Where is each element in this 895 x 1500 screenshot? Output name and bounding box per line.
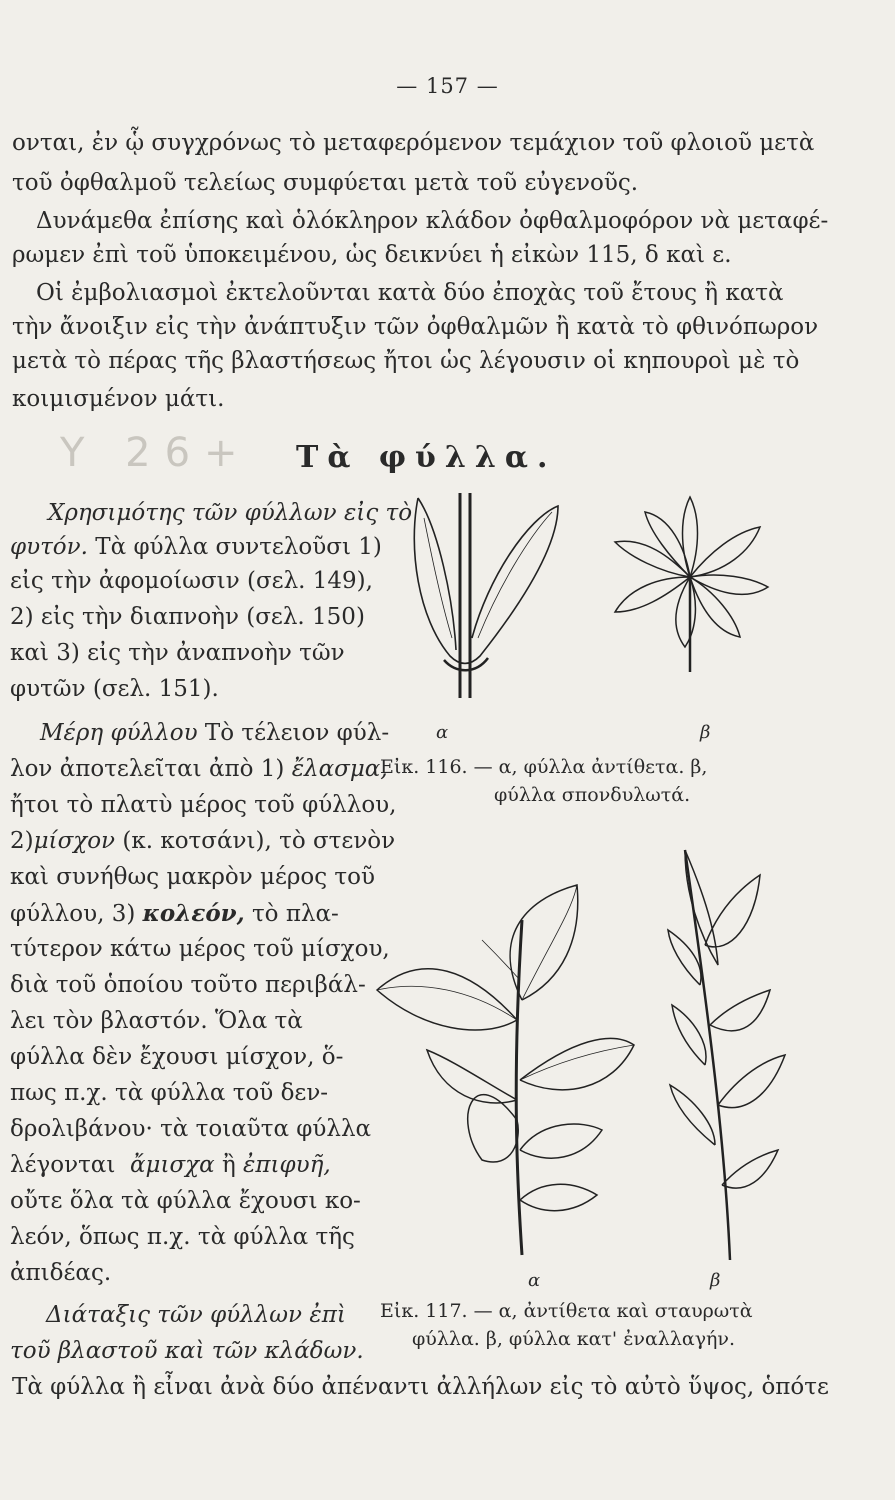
parts-line-8: διὰ τοῦ ὁποίου τοῦτο περιβάλ- xyxy=(10,972,366,998)
usefulness-text: Τὰ φύλλα συντελοῦσι 1) xyxy=(95,534,382,560)
parts-line-4 xyxy=(10,824,395,860)
parts-line-11: πως π.χ. τὰ φύλλα τοῦ δεν- xyxy=(10,1080,329,1106)
section-title: Τὰ φύλλα. xyxy=(296,440,557,475)
figure-117-label-a: α xyxy=(528,1270,541,1291)
parts-line-2 xyxy=(10,752,388,788)
figure-117a-decussate-leaves xyxy=(372,880,642,1260)
parts-line-7: τύτερον κάτω μέρος τοῦ μίσχου, xyxy=(10,936,390,962)
parts-line-1 xyxy=(40,716,389,752)
figure-117-caption-2: φύλλα. β, φύλλα κατ' ἐναλλαγήν. xyxy=(412,1328,736,1350)
text-line: ρωμεν ἐπὶ τοῦ ὑποκειμένου, ὡς δεικνύει ἡ εἰκὼν 115, δ καὶ ε. xyxy=(12,242,732,268)
parts-line-9: λει τὸν βλαστόν. Ὅλα τὰ xyxy=(10,1008,303,1034)
usefulness-line-1 xyxy=(48,496,412,532)
parts-text: φύλλου, 3) xyxy=(10,901,136,927)
figure-116-label-b: β xyxy=(700,722,711,743)
usefulness-term-end-2: φυτόν. xyxy=(10,534,88,560)
parts-line-5: καὶ συνήθως μακρὸν μέρος τοῦ xyxy=(10,864,375,890)
parts-text: ἢ xyxy=(221,1152,236,1178)
parts-line-3: ἤτοι τὸ πλατὺ μέρος τοῦ φύλλου, xyxy=(10,792,397,818)
parts-text: 2) xyxy=(10,828,34,854)
usefulness-line-3: εἰς τὴν ἀφομοίωσιν (σελ. 149), xyxy=(10,568,373,594)
usefulness-line-2 xyxy=(10,530,382,566)
term-epiphyte: ἐπιφυῆ, xyxy=(243,1152,331,1178)
parts-line-14: οὔτε ὅλα τὰ φύλλα ἔχουσι κο- xyxy=(10,1188,361,1214)
parts-line-10: φύλλα δὲν ἔχουσι μίσχον, ὅ- xyxy=(10,1044,344,1070)
term-petiole: μίσχον xyxy=(33,828,116,854)
figure-116-label-a: α xyxy=(436,722,449,743)
text-line: κοιμισμένον μάτι. xyxy=(12,386,225,412)
term-sessile: ἄμισχα xyxy=(129,1152,215,1178)
parts-line-13 xyxy=(10,1148,331,1184)
text-line: Οἱ ἐμβολιασμοὶ ἐκτελοῦνται κατὰ δύο ἐποχὰς τοῦ ἔτους ἢ κατὰ xyxy=(36,280,784,306)
parts-line-15: λεόν, ὅπως π.χ. τὰ φύλλα τῆς xyxy=(10,1224,355,1250)
text-line: τὴν ἄνοιξιν εἰς τὴν ἀνάπτυξιν τῶν ὀφθαλμῶν ἢ κατὰ τὸ φθινόπωρον xyxy=(12,314,819,340)
figure-117-caption-1: Εἰκ. 117. — α, ἀντίθετα καὶ σταυρωτὰ xyxy=(380,1300,753,1322)
usefulness-term: Χρησιμότης τῶν φύλλων xyxy=(48,500,337,526)
arrangement-term-1: Διάταξις τῶν φύλλων ἐπὶ xyxy=(46,1302,346,1328)
usefulness-line-5: καὶ 3) εἰς τὴν ἀναπνοὴν τῶν xyxy=(10,640,345,666)
parts-text: (κ. κοτσάνι), τὸ στενὸν xyxy=(122,828,396,854)
usefulness-line-6: φυτῶν (σελ. 151). xyxy=(10,676,219,702)
parts-text: λέγονται xyxy=(10,1152,116,1178)
usefulness-term-end: εἰς τὸ xyxy=(343,500,413,526)
text-line: τοῦ ὀφθαλμοῦ τελείως συμφύεται μετὰ τοῦ εὐγενοῦς. xyxy=(12,170,639,196)
parts-line-16: ἀπιδέας. xyxy=(10,1260,112,1286)
page-number: — 157 — xyxy=(396,74,499,98)
usefulness-line-4: 2) εἰς τὴν διαπνοὴν (σελ. 150) xyxy=(10,604,365,630)
parts-text: τὸ πλα- xyxy=(251,901,339,927)
parts-text: λον ἀποτελεῖται ἀπὸ 1) xyxy=(10,756,285,782)
figure-116-caption-2: φύλλα σπονδυλωτά. xyxy=(494,784,691,806)
parts-text: Τὸ τέλειον φύλ- xyxy=(204,720,390,746)
figure-116b-whorled-leaves xyxy=(610,495,780,675)
pencil-annotation: Y 26+ xyxy=(60,430,252,476)
text-line: Τὰ φύλλα ἢ εἶναι ἀνὰ δύο ἀπέναντι ἀλλήλων εἰς τὸ αὐτὸ ὕψος, ὁπότε xyxy=(12,1374,829,1400)
parts-line-6 xyxy=(10,896,339,933)
term-sheath: κολεόν, xyxy=(142,900,245,927)
figure-116-caption-1: Εἰκ. 116. — α, φύλλα ἀντίθετα. β, xyxy=(380,756,708,778)
parts-line-12: δρολιβάνου· τὰ τοιαῦτα φύλλα xyxy=(10,1116,372,1142)
text-line: ονται, ἐν ᾧ συγχρόνως τὸ μεταφερόμενον τεμάχιον τοῦ φλοιοῦ μετὰ xyxy=(12,130,815,156)
text-line: Δυνάμεθα ἐπίσης καὶ ὁλόκληρον κλάδον ὀφθαλμοφόρον νὰ μεταφέ- xyxy=(36,208,829,234)
figure-117-label-b: β xyxy=(710,1270,721,1291)
figure-116a-opposite-leaves xyxy=(408,488,568,703)
arrangement-term-2: τοῦ βλαστοῦ καὶ τῶν κλάδων. xyxy=(10,1338,364,1364)
figure-117b-alternate-leaves xyxy=(660,845,790,1265)
term-blade: ἔλασμα, xyxy=(291,756,388,782)
parts-term: Μέρη φύλλου xyxy=(40,720,198,746)
text-line: μετὰ τὸ πέρας τῆς βλαστήσεως ἤτοι ὡς λέγουσιν οἱ κηπουροὶ μὲ τὸ xyxy=(12,348,800,374)
